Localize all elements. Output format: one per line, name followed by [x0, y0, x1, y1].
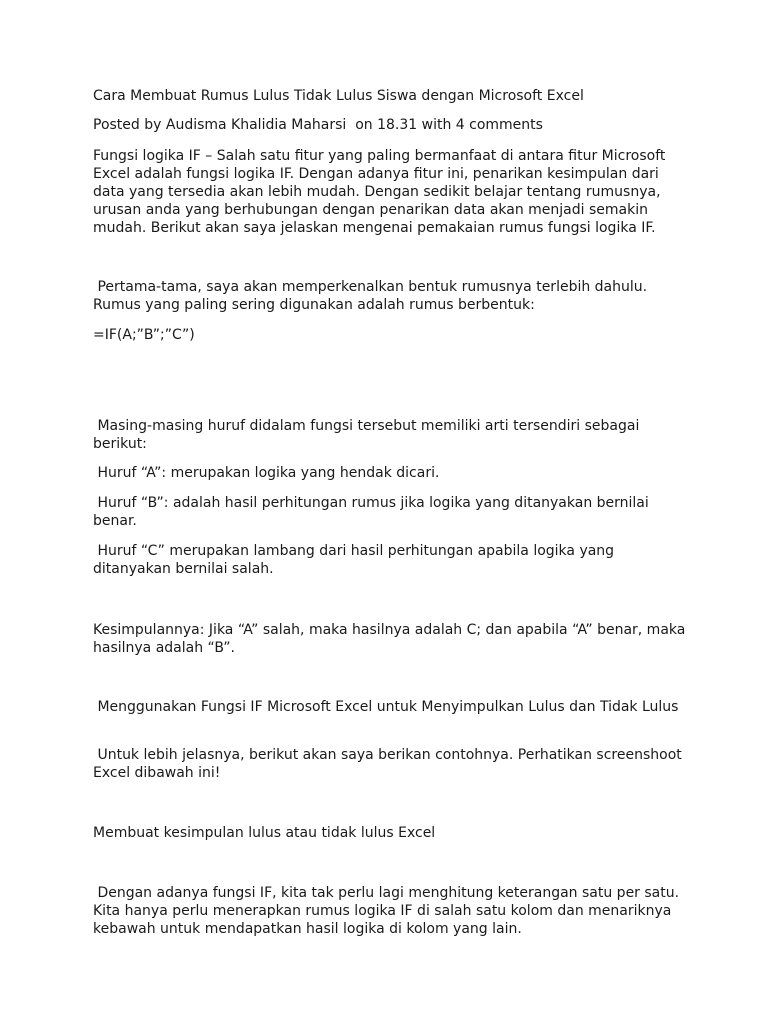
paragraph-example-intro: Untuk lebih jelasnya, berikut akan saya berikan contohnya. Perhatikan screenshoot Excel dibawah ini! [93, 747, 687, 781]
paragraph-formula-intro: Pertama-tama, saya akan memperkenalkan bentuk rumusnya terlebih dahulu. Rumus yang paling sering digunakan adalah rumus berbentuk: [93, 279, 652, 313]
paragraph-intro: Fungsi logika IF – Salah satu fitur yang paling bermanfaat di antara fitur Microsoft Excel adalah fungsi logika IF. Dengan adanya fitur ini, penarikan kesimpulan dari data yang tersedia akan lebih mudah. Dengan sedikit belajar tentang rumusnya, urusan anda yang berhubungan dengan penarikan data akan menjadi semakin mudah. Berikut akan saya jelaskan mengenai pemakaian rumus fungsi logika IF. [93, 148, 670, 236]
document-title: Cara Membuat Rumus Lulus Tidak Lulus Siswa dengan Microsoft Excel [93, 88, 584, 104]
paragraph-letter-c: Huruf “C” merupakan lambang dari hasil perhitungan apabila logika yang ditanyakan bernilai salah. [93, 543, 619, 577]
post-byline: Posted by Audisma Khalidia Maharsi on 18.31 with 4 comments [93, 117, 543, 133]
paragraph-closing: Dengan adanya fungsi IF, kita tak perlu lagi menghitung keterangan satu per satu. Kita hanya perlu menerapkan rumus logika IF di salah satu kolom dan menariknya kebawah untuk mendapatkan hasil logika di kolom yang lain. [93, 885, 684, 937]
paragraph-conclusion: Kesimpulannya: Jika “A” salah, maka hasilnya adalah C; dan apabila “A” benar, maka hasilnya adalah “B”. [93, 622, 690, 656]
paragraph-letters-meaning: Masing-masing huruf didalam fungsi tersebut memiliki arti tersendiri sebagai berikut: [93, 418, 644, 452]
paragraph-letter-a: Huruf “A”: merupakan logika yang hendak dicari. [93, 465, 440, 481]
paragraph-letter-b: Huruf “B”: adalah hasil perhitungan rumus jika logika yang ditanyakan bernilai benar. [93, 495, 654, 529]
section-heading-if-function: Menggunakan Fungsi IF Microsoft Excel untuk Menyimpulkan Lulus dan Tidak Lulus [93, 699, 679, 715]
caption-excel-screenshot: Membuat kesimpulan lulus atau tidak lulus Excel [93, 825, 436, 841]
formula-text: =IF(A;”B”;”C”) [93, 327, 195, 343]
